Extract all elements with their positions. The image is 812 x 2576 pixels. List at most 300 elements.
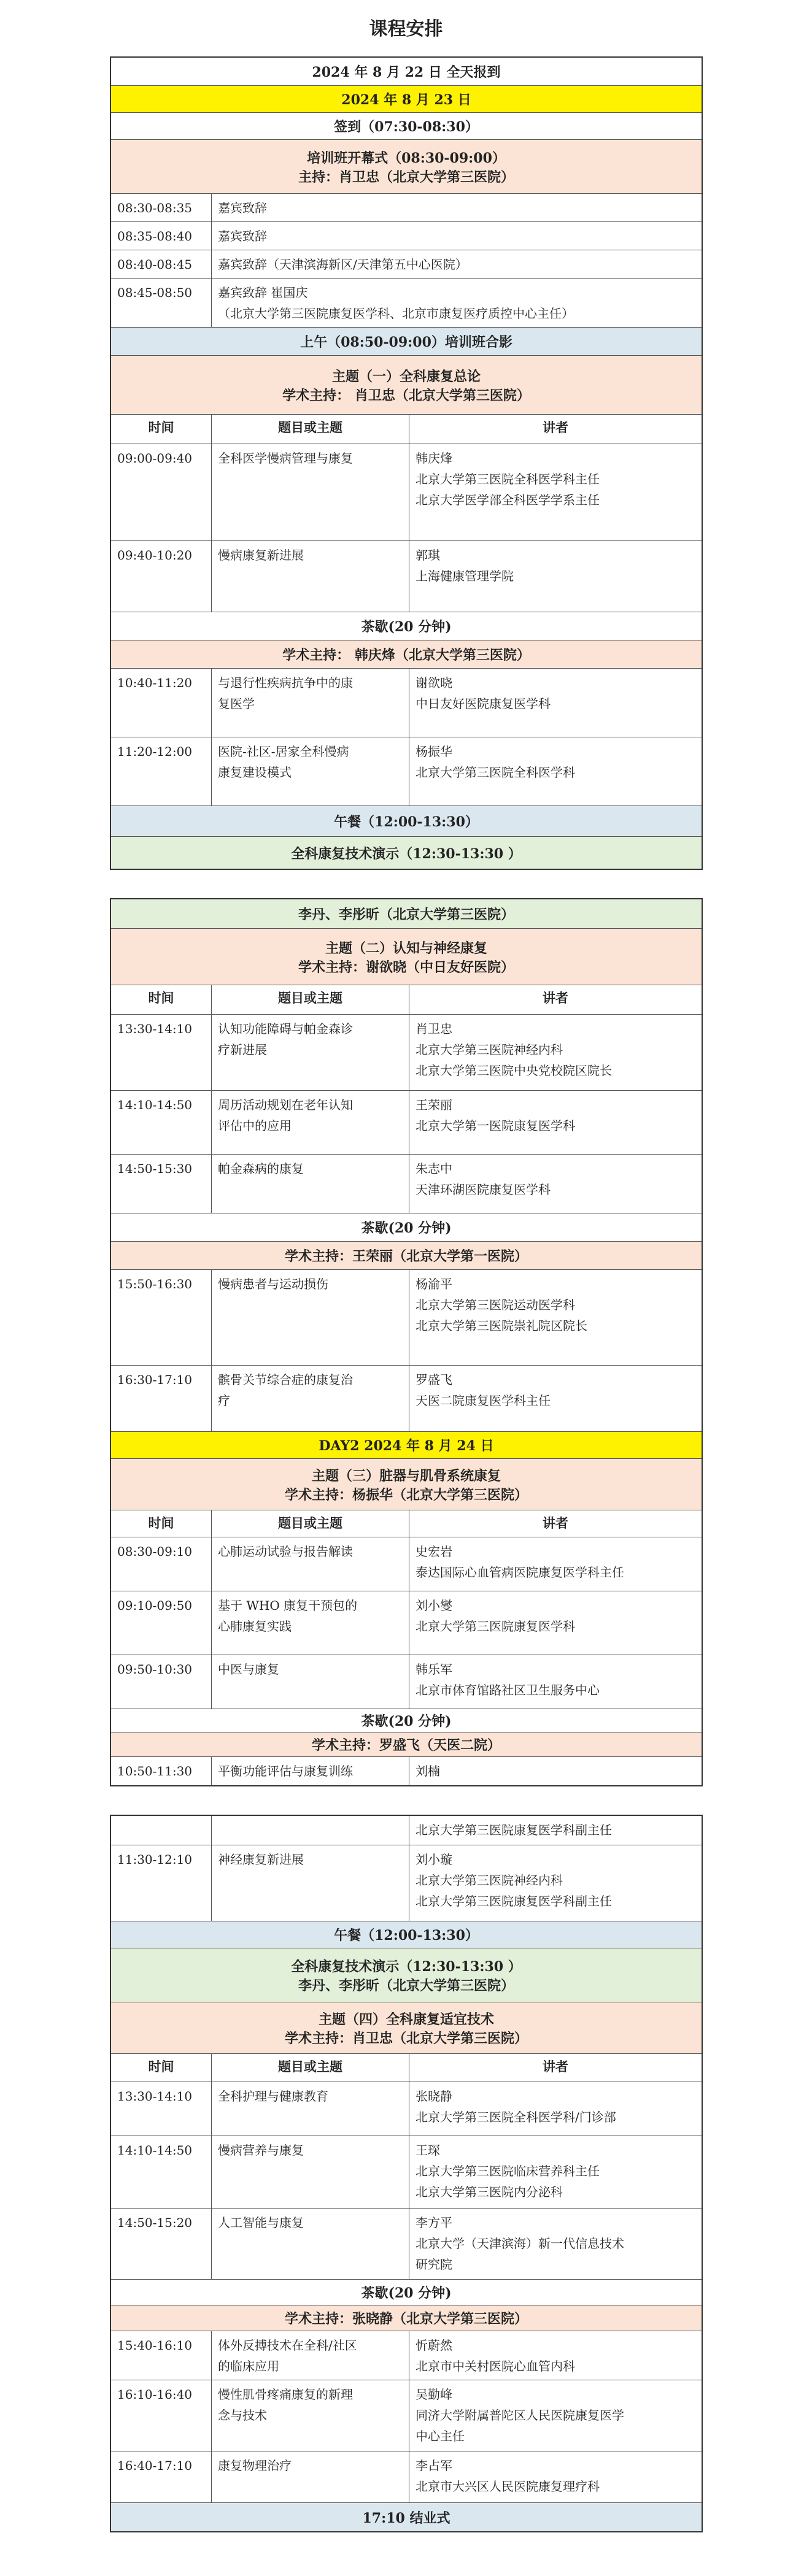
schedule-table <box>110 56 703 2532</box>
time-cell <box>111 2331 212 2380</box>
section-row <box>111 1921 702 1948</box>
topic-cell <box>212 1816 409 1845</box>
table-row <box>111 444 702 541</box>
table-gap <box>110 870 703 898</box>
speaker-line: 韩庆烽 <box>416 451 452 466</box>
table-row <box>111 2451 702 2503</box>
time-cell <box>111 1591 212 1655</box>
section-heading-text: 茶歇(20 分钟) <box>361 1713 452 1729</box>
time-cell <box>111 2082 212 2136</box>
topic-cell <box>212 2451 409 2502</box>
speaker-cell <box>409 444 702 540</box>
speaker-line: 天津环湖医院康复医学科 <box>416 1182 551 1197</box>
speaker-line: 北京大学第三医院神经内科 <box>416 1042 563 1057</box>
section-heading <box>111 1732 702 1756</box>
topic-cell <box>212 1155 409 1213</box>
table-row <box>111 2380 702 2451</box>
time-column-header: 时间 <box>111 1510 212 1537</box>
table-row <box>111 194 702 222</box>
time-cell <box>111 1270 212 1365</box>
speaker-line: 王琛 <box>416 2143 440 2158</box>
speaker-column-header: 讲者 <box>543 990 568 1005</box>
section-heading-line: 学术主持：谢欲晓（中日友好医院） <box>298 959 514 975</box>
time-cell <box>111 1816 212 1845</box>
topic-line: 医院-社区-居家全科慢病 <box>218 744 349 759</box>
speaker-line: 北京市体育馆路社区卫生服务中心 <box>416 1683 600 1697</box>
section-heading <box>111 2503 702 2531</box>
speaker-line: 李方平 <box>416 2215 452 2230</box>
speaker-line: 北京大学第三医院康复医学科副主任 <box>416 1894 612 1909</box>
section-row <box>111 837 702 869</box>
section-heading-text: 2024 年 8 月 22 日 全天报到 <box>312 64 501 80</box>
speaker-cell <box>409 1845 702 1921</box>
speaker-line: 北京大学第三医院康复医学科 <box>416 1619 575 1634</box>
topic-line: 念与技术 <box>218 2408 267 2423</box>
speaker-line: 北京大学医学部全科医学学系主任 <box>416 493 600 507</box>
time-text: 16:10-16:40 <box>117 2387 193 2402</box>
topic-line: 中医与康复 <box>218 1662 279 1677</box>
section-row <box>111 1432 702 1459</box>
section-heading-text: DAY2 2024 年 8 月 24 日 <box>319 1438 494 1454</box>
section-heading <box>111 328 702 355</box>
speaker-line: 北京市大兴区人民医院康复理疗科 <box>416 2479 600 2494</box>
topic-line: 体外反搏技术在全科/社区 <box>218 2338 357 2353</box>
time-text: 11:20-12:00 <box>117 744 193 759</box>
section-heading-text: 茶歇(20 分钟) <box>361 1220 452 1236</box>
table-row <box>111 669 702 737</box>
section-heading-text: 17:10 结业式 <box>362 2510 450 2526</box>
description-line: 嘉宾致辞 崔国庆 <box>218 285 308 300</box>
section-row <box>111 806 702 837</box>
section-heading <box>111 612 702 640</box>
speaker-line: 北京大学第一医院康复医学科 <box>416 1118 575 1133</box>
section-heading-text: 签到（07:30-08:30） <box>334 119 479 135</box>
time-text: 08:30-09:10 <box>117 1544 193 1559</box>
table-row <box>111 1366 702 1432</box>
time-cell <box>111 2380 212 2451</box>
speaker-line: 北京大学第三医院内分泌科 <box>416 2185 563 2199</box>
section-heading-line: 培训班开幕式（08:30-09:00） <box>307 150 506 166</box>
topic-line: 复医学 <box>218 696 255 711</box>
speaker-cell <box>409 2136 702 2208</box>
section-heading <box>111 1213 702 1241</box>
section-heading-line: 主题（二）认知与神经康复 <box>325 940 487 956</box>
topic-line: 慢性肌骨疼痛康复的新理 <box>218 2387 353 2402</box>
section-heading <box>111 2305 702 2331</box>
section-heading <box>111 86 702 112</box>
time-text: 09:50-10:30 <box>117 1662 193 1677</box>
section-heading <box>111 356 702 414</box>
time-cell <box>111 669 212 737</box>
speaker-line: 北京大学第三医院中央党校院区院长 <box>416 1063 612 1078</box>
time-text: 14:10-14:50 <box>117 2143 193 2158</box>
column-header-row <box>111 415 702 444</box>
topic-cell <box>212 444 409 540</box>
topic-line: 髌骨关节综合症的康复治 <box>218 1372 353 1387</box>
topic-line: 人工智能与康复 <box>218 2215 304 2230</box>
speaker-line: 史宏岩 <box>416 1544 452 1559</box>
topic-cell <box>212 2209 409 2279</box>
description-cell <box>212 250 702 278</box>
table-row <box>111 1091 702 1155</box>
speaker-line: 北京大学第三医院康复医学科副主任 <box>416 1823 612 1837</box>
topic-column-header: 题目或主题 <box>212 415 409 444</box>
speaker-cell <box>409 2380 702 2451</box>
description-cell <box>212 194 702 221</box>
speaker-cell <box>409 2451 702 2502</box>
time-text: 13:30-14:10 <box>117 2089 193 2104</box>
topic-column-header: 题目或主题 <box>212 2054 409 2082</box>
speaker-line: 上海健康管理学院 <box>416 569 514 583</box>
time-text: 09:40-10:20 <box>117 548 193 563</box>
speaker-line: 韩乐军 <box>416 1662 452 1677</box>
speaker-line: 杨振华 <box>416 744 452 759</box>
section-heading-line: 学术主持：肖卫忠（北京大学第三医院） <box>284 2030 528 2047</box>
time-text: 13:30-14:10 <box>117 1021 193 1036</box>
section-heading-text: 茶歇(20 分钟) <box>361 2285 452 2301</box>
speaker-cell <box>409 1015 702 1090</box>
time-column-header: 时间 <box>111 985 212 1014</box>
section-row <box>111 2002 702 2054</box>
time-text: 08:40-08:45 <box>117 257 193 272</box>
topic-cell <box>212 541 409 612</box>
topic-cell <box>212 2082 409 2136</box>
speaker-line: 泰达国际心血管病医院康复医学科主任 <box>416 1565 624 1580</box>
section-heading <box>111 1709 702 1732</box>
speaker-line: 王荣丽 <box>416 1098 452 1112</box>
topic-cell <box>212 1655 409 1709</box>
speaker-line: 张晓静 <box>416 2089 452 2104</box>
section-heading <box>111 929 702 985</box>
speaker-line: 北京大学第三医院临床营养科主任 <box>416 2164 600 2178</box>
speaker-cell <box>409 1155 702 1213</box>
speaker-line: 刘楠 <box>416 1764 440 1778</box>
speaker-line: 北京大学（天津滨海）新一代信息技术 <box>416 2236 624 2251</box>
topic-cell <box>212 2380 409 2451</box>
table-row <box>111 2082 702 2136</box>
time-text: 16:40-17:10 <box>117 2458 193 2473</box>
time-cell <box>111 194 212 221</box>
speaker-line: 刘小璇 <box>416 1852 452 1867</box>
topic-line: 周历活动规划在老年认知 <box>218 1098 353 1112</box>
speaker-cell <box>409 2209 702 2279</box>
topic-cell <box>212 669 409 737</box>
time-cell <box>111 1845 212 1921</box>
time-cell <box>111 2209 212 2279</box>
section-row <box>111 612 702 640</box>
section-row <box>111 1732 702 1757</box>
time-text: 10:50-11:30 <box>117 1764 193 1778</box>
topic-line: 神经康复新进展 <box>218 1852 304 1867</box>
description-cell <box>212 279 702 327</box>
speaker-cell <box>409 1091 702 1154</box>
table-row <box>111 1816 702 1845</box>
section-heading-line: 全科康复技术演示（12:30-13:30 ） <box>291 1958 522 1975</box>
table-row <box>111 2136 702 2209</box>
speaker-line: 吴勤峰 <box>416 2387 452 2402</box>
topic-line: 慢病患者与运动损伤 <box>218 1277 328 1291</box>
section-row <box>111 1948 702 2002</box>
time-text: 08:45-08:50 <box>117 285 193 300</box>
topic-line: 与退行性疾病抗争中的康 <box>218 675 353 690</box>
topic-cell <box>212 1537 409 1591</box>
section-heading-line: 学术主持： 肖卫忠（北京大学第三医院） <box>282 387 530 404</box>
section-row <box>111 86 702 113</box>
speaker-column-header: 讲者 <box>543 2059 568 2074</box>
time-text: 11:30-12:10 <box>117 1852 193 1867</box>
time-cell <box>111 2136 212 2208</box>
speaker-line: 罗盛飞 <box>416 1372 452 1387</box>
speaker-cell <box>409 1537 702 1591</box>
section-heading-text: 学术主持：张晓静（北京大学第三医院） <box>284 2311 528 2327</box>
topic-line: 康复物理治疗 <box>218 2458 292 2473</box>
time-cell <box>111 250 212 278</box>
section-row <box>111 1709 702 1732</box>
description-line: 嘉宾致辞 <box>218 201 267 215</box>
section-heading <box>111 1921 702 1948</box>
table-row <box>111 1537 702 1591</box>
topic-line: 心肺运动试验与报告解读 <box>218 1544 353 1559</box>
table-row <box>111 250 702 279</box>
speaker-cell <box>409 1270 702 1365</box>
topic-column-header: 题目或主题 <box>212 1510 409 1537</box>
speaker-line: 杨渝平 <box>416 1277 452 1291</box>
topic-line: 康复建设模式 <box>218 765 292 780</box>
time-cell <box>111 444 212 540</box>
speaker-cell <box>409 2331 702 2380</box>
description-line: 嘉宾致辞 <box>218 229 267 244</box>
speaker-line: 中日友好医院康复医学科 <box>416 696 551 711</box>
table-row <box>111 1757 702 1785</box>
speaker-line: 天医二院康复医学科主任 <box>416 1393 551 1408</box>
section-heading-text: 学术主持：罗盛飞（天医二院） <box>311 1737 501 1753</box>
speaker-cell <box>409 737 702 805</box>
time-column-header: 时间 <box>111 2054 212 2082</box>
section-heading <box>111 640 702 668</box>
section-row <box>111 356 702 415</box>
time-text: 09:00-09:40 <box>117 451 193 466</box>
table-row <box>111 1655 702 1709</box>
section-heading <box>111 2002 702 2053</box>
speaker-line: 肖卫忠 <box>416 1021 452 1036</box>
table-row <box>111 1845 702 1921</box>
table-row <box>111 1270 702 1366</box>
time-cell <box>111 1655 212 1709</box>
speaker-column-header: 讲者 <box>543 420 568 435</box>
speaker-line: 中心主任 <box>416 2429 465 2443</box>
speaker-line: 谢欲晓 <box>416 675 452 690</box>
speaker-cell <box>409 1655 702 1709</box>
time-text: 14:50-15:20 <box>117 2215 193 2230</box>
section-heading <box>111 113 702 139</box>
time-column-header: 时间 <box>111 415 212 444</box>
section-heading-text: 午餐（12:00-13:30） <box>334 1928 479 1944</box>
schedule-block <box>110 898 703 1786</box>
section-heading-line: 主题（三）脏器与肌骨系统康复 <box>311 1467 501 1484</box>
speaker-line: 忻蔚然 <box>416 2338 452 2353</box>
speaker-cell <box>409 1591 702 1655</box>
description-line: （北京大学第三医院康复医学科、北京市康复医疗质控中心主任） <box>218 306 574 321</box>
time-text: 08:30-08:35 <box>117 201 193 215</box>
topic-line: 全科医学慢病管理与康复 <box>218 451 353 466</box>
table-row <box>111 279 702 328</box>
section-row <box>111 929 702 985</box>
section-heading-line: 学术主持：杨振华（北京大学第三医院） <box>284 1486 528 1503</box>
table-row <box>111 1015 702 1091</box>
topic-line: 全科护理与健康教育 <box>218 2089 328 2104</box>
section-heading <box>111 58 702 85</box>
section-row <box>111 640 702 669</box>
schedule-block <box>110 56 703 870</box>
section-heading <box>111 1459 702 1510</box>
time-cell <box>111 737 212 805</box>
time-cell <box>111 2451 212 2502</box>
speaker-line: 北京大学第三医院全科医学科 <box>416 765 575 780</box>
topic-line: 的临床应用 <box>218 2359 279 2374</box>
section-row <box>111 1459 702 1510</box>
speaker-line: 北京大学第三医院崇礼院区院长 <box>416 1318 587 1333</box>
section-heading-line: 主题（一）全科康复总论 <box>331 368 481 385</box>
speaker-line: 北京大学第三医院全科医学科主任 <box>416 472 600 486</box>
topic-cell <box>212 1845 409 1921</box>
schedule-block <box>110 1815 703 2532</box>
section-heading-text: 学术主持：王荣丽（北京大学第一医院） <box>284 1248 528 1264</box>
section-heading-line: 主持：肖卫忠（北京大学第三医院） <box>298 169 514 185</box>
topic-cell <box>212 1757 409 1785</box>
description-cell <box>212 222 702 250</box>
description-line: 嘉宾致辞（天津滨海新区/天津第五中心医院） <box>218 257 468 272</box>
section-heading-text: 学术主持： 韩庆烽（北京大学第三医院） <box>282 647 530 663</box>
section-heading <box>111 1948 702 2002</box>
section-row <box>111 328 702 356</box>
section-heading-text: 全科康复技术演示（12:30-13:30 ） <box>291 845 522 862</box>
speaker-cell <box>409 1757 702 1785</box>
topic-line: 认知功能障碍与帕金森诊 <box>218 1021 353 1036</box>
section-heading <box>111 2280 702 2305</box>
topic-line: 平衡功能评估与康复训练 <box>218 1764 353 1778</box>
table-row <box>111 2331 702 2380</box>
time-cell <box>111 1155 212 1213</box>
topic-cell <box>212 1366 409 1431</box>
topic-cell <box>212 1091 409 1154</box>
topic-cell <box>212 1270 409 1365</box>
speaker-cell <box>409 1366 702 1431</box>
section-row <box>111 1242 702 1270</box>
topic-cell <box>212 737 409 805</box>
speaker-cell <box>409 541 702 612</box>
section-heading-text: 李丹、李彤昕（北京大学第三医院） <box>298 907 514 923</box>
time-text: 14:50-15:30 <box>117 1161 193 1176</box>
section-heading <box>111 1432 702 1458</box>
time-text: 15:40-16:10 <box>117 2338 193 2353</box>
time-cell <box>111 222 212 250</box>
topic-cell <box>212 2331 409 2380</box>
speaker-cell <box>409 1816 702 1845</box>
section-heading-text: 2024 年 8 月 23 日 <box>341 92 471 108</box>
time-cell <box>111 1015 212 1090</box>
time-cell <box>111 279 212 327</box>
section-heading-line: 李丹、李彤昕（北京大学第三医院） <box>298 1977 514 1994</box>
speaker-line: 北京大学第三医院运动医学科 <box>416 1298 575 1312</box>
section-heading <box>111 899 702 928</box>
column-header-row <box>111 985 702 1015</box>
time-text: 08:35-08:40 <box>117 229 193 244</box>
column-header-row <box>111 1510 702 1537</box>
time-text: 16:30-17:10 <box>117 1372 193 1387</box>
speaker-line: 北京市中关村医院心血管内科 <box>416 2359 575 2374</box>
speaker-cell <box>409 2082 702 2136</box>
table-gap <box>110 1786 703 1815</box>
section-row <box>111 899 702 929</box>
section-row <box>111 1213 702 1242</box>
topic-column-header: 题目或主题 <box>212 985 409 1014</box>
time-text: 10:40-11:20 <box>117 675 193 690</box>
topic-line: 基于 WHO 康复干预包的 <box>218 1598 358 1613</box>
speaker-line: 北京大学第三医院神经内科 <box>416 1873 563 1888</box>
speaker-line: 朱志中 <box>416 1161 452 1176</box>
topic-line: 心肺康复实践 <box>218 1619 292 1634</box>
time-cell <box>111 1366 212 1431</box>
time-cell <box>111 1537 212 1591</box>
topic-cell <box>212 1591 409 1655</box>
topic-line: 慢病康复新进展 <box>218 548 304 563</box>
table-row <box>111 541 702 612</box>
table-row <box>111 2209 702 2280</box>
time-cell <box>111 541 212 612</box>
topic-line: 疗 <box>218 1393 230 1408</box>
table-row <box>111 737 702 806</box>
time-cell <box>111 1091 212 1154</box>
section-heading-line: 主题（四）全科康复适宜技术 <box>318 2011 494 2028</box>
page-title: 课程安排 <box>369 18 443 40</box>
section-heading-text: 茶歇(20 分钟) <box>361 619 452 635</box>
section-heading <box>111 837 702 869</box>
speaker-line: 研究院 <box>416 2257 452 2272</box>
speaker-line: 李占军 <box>416 2458 452 2473</box>
speaker-line: 刘小燮 <box>416 1598 452 1613</box>
section-row <box>111 58 702 86</box>
time-text: 14:10-14:50 <box>117 1098 193 1112</box>
section-row <box>111 113 702 140</box>
time-text: 15:50-16:30 <box>117 1277 193 1291</box>
column-header-row <box>111 2054 702 2082</box>
speaker-column-header: 讲者 <box>543 1515 568 1531</box>
section-heading <box>111 806 702 836</box>
section-heading-text: 上午（08:50-09:00）培训班合影 <box>300 334 512 350</box>
topic-cell <box>212 2136 409 2208</box>
time-text: 09:10-09:50 <box>117 1598 193 1613</box>
speaker-line: 郭琪 <box>416 548 440 563</box>
speaker-line: 北京大学第三医院全科医学科/门诊部 <box>416 2110 616 2124</box>
time-cell <box>111 1757 212 1785</box>
topic-line: 慢病营养与康复 <box>218 2143 304 2158</box>
topic-line: 疗新进展 <box>218 1042 267 1057</box>
section-heading <box>111 1242 702 1269</box>
topic-line: 评估中的应用 <box>218 1118 292 1133</box>
table-row <box>111 1155 702 1213</box>
table-row <box>111 1591 702 1655</box>
section-heading <box>111 140 702 193</box>
speaker-line: 同济大学附属普陀区人民医院康复医学 <box>416 2408 624 2423</box>
topic-line: 帕金森病的康复 <box>218 1161 304 1176</box>
section-row <box>111 2503 702 2531</box>
speaker-cell <box>409 669 702 737</box>
section-row <box>111 2305 702 2331</box>
section-row <box>111 2280 702 2305</box>
table-row <box>111 222 702 250</box>
section-heading-text: 午餐（12:00-13:30） <box>334 814 479 830</box>
section-row <box>111 140 702 194</box>
